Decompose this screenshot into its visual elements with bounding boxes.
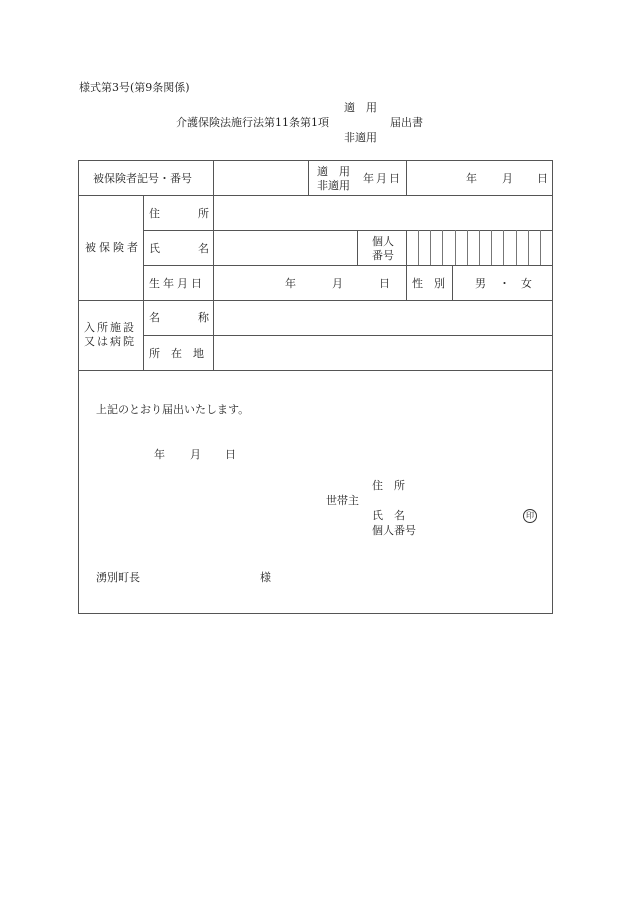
address-label-1: 住: [149, 207, 160, 220]
facility-name-label-1: 名: [149, 311, 160, 324]
sex-label: 性 別: [412, 277, 445, 290]
col-divider: [308, 160, 309, 195]
col-divider: [143, 195, 144, 370]
sex-male-option[interactable]: 男: [475, 277, 486, 290]
apply-date-month: 月: [502, 172, 513, 185]
personal-number-field[interactable]: [407, 231, 552, 264]
declaration-statement: 上記のとおり届出いたします。: [96, 403, 250, 416]
apply-label-line2: 非適用: [317, 179, 350, 192]
apply-date-field[interactable]: [407, 161, 552, 194]
householder-name-label: 氏 名: [372, 509, 405, 522]
name-label-2: 名: [198, 242, 209, 255]
apply-date-label: 年月日: [363, 172, 402, 185]
apply-date-day: 日: [537, 172, 548, 185]
birthdate-year: 年: [285, 277, 296, 290]
address-label-2: 所: [198, 207, 209, 220]
birthdate-month: 月: [332, 277, 343, 290]
title-prefix: 介護保険法施行法第11条第1項: [176, 116, 329, 129]
facility-section-label-line2: 又は病院: [84, 335, 136, 348]
insured-number-field[interactable]: [214, 161, 307, 194]
col-divider: [357, 230, 358, 265]
facility-name-label-2: 称: [198, 311, 209, 324]
form-number: 様式第3号(第9条関係): [79, 81, 190, 94]
apply-label-line1: 適 用: [317, 165, 350, 178]
sex-separator: ・: [499, 277, 510, 290]
title-option-apply: 適 用: [344, 101, 377, 114]
seal-mark-icon: 印: [523, 509, 537, 523]
personal-number-label-line1: 個人: [372, 235, 394, 248]
facility-location-label: 所 在 地: [149, 347, 204, 360]
personal-number-label-line2: 番号: [372, 249, 394, 262]
name-label-1: 氏: [149, 242, 160, 255]
declaration-year: 年: [154, 448, 165, 461]
title-option-nonapply: 非適用: [344, 131, 377, 144]
apply-date-year: 年: [466, 172, 477, 185]
name-field[interactable]: [214, 231, 356, 264]
householder-label: 世帯主: [326, 494, 359, 507]
insured-number-label: 被保険者記号・番号: [93, 172, 192, 185]
declaration-month: 月: [190, 448, 201, 461]
honorific: 様: [260, 571, 271, 584]
col-divider: [452, 265, 453, 300]
insured-section-label: 被保険者: [85, 241, 141, 254]
householder-personal-number-label: 個人番号: [372, 524, 416, 537]
row-divider: [78, 370, 553, 371]
birthdate-day: 日: [379, 277, 390, 290]
birthdate-field[interactable]: [214, 266, 405, 299]
facility-name-field[interactable]: [214, 301, 552, 334]
birthdate-label: 生年月日: [149, 277, 205, 290]
title-suffix: 届出書: [390, 116, 423, 129]
facility-section-label-line1: 入所施設: [84, 321, 136, 334]
declaration-day: 日: [225, 448, 236, 461]
householder-address-label: 住 所: [372, 479, 405, 492]
sex-female-option[interactable]: 女: [521, 277, 532, 290]
address-field[interactable]: [214, 196, 552, 229]
addressee: 湧別町長: [96, 571, 140, 584]
facility-location-field[interactable]: [214, 336, 552, 369]
